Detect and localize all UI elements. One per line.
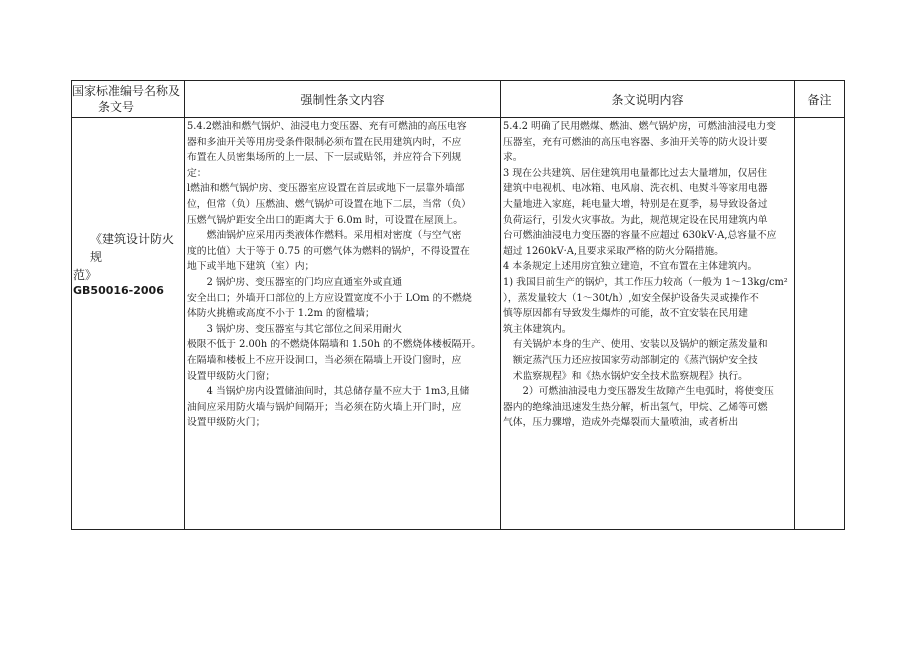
- standard-name-line: 范》: [73, 268, 98, 282]
- header-standard-number-line: 国家标准编号名称及: [72, 84, 181, 98]
- text-line: 气体，压力骤增，造成外壳爆裂而大量喷油，或者析出: [503, 417, 739, 429]
- header-explanation-content: 条文说明内容: [501, 81, 795, 118]
- text-line: 在隔墙和楼板上不应开设洞口，当必须在隔墙上开设门窗时，应: [187, 354, 462, 366]
- text-line: 术监察规程》和《热水锅炉安全技术监察规程》执行。: [503, 370, 748, 382]
- mandatory-text: [185, 118, 500, 431]
- text-line: 3 锅炉房、变压器室与其它部位之间采用耐火: [187, 323, 403, 335]
- text-line: 台可燃油油浸电力变压器的容量不应超过 630kV·A,总容量不应: [503, 230, 777, 242]
- text-line: 油间应采用防火墙与锅炉间隔开；当必须在防火墙上开门时，应: [187, 401, 462, 413]
- text-line: 慎等原因都有导致发生爆炸的可能，故不宜安装在民用建: [503, 308, 748, 320]
- text-line: 筑主体建筑内。: [503, 323, 572, 335]
- standard-name: [72, 230, 184, 284]
- explanation-content-cell: [501, 118, 795, 530]
- text-line: 5.4.2 明确了民用燃煤、燃油、燃气锅炉房，可燃油油浸电力变: [503, 121, 776, 132]
- text-line: 额定蒸汽压力还应按国家劳动部制定的《蒸汽锅炉安全技: [503, 354, 758, 366]
- text-line: 压器室，充有可燃油的高压电容器、多油开关等的防火设计要: [503, 136, 768, 148]
- text-line: 压燃气锅炉距安全出口的距离大于 6.0m 时，可设置在屋顶上。: [187, 214, 464, 226]
- text-line: 4 本条规定上述用房宜独立建造，不宜布置在主体建筑内。: [503, 261, 758, 273]
- standard-cell: [72, 118, 185, 530]
- text-line: 设置甲级防火门窗；: [187, 370, 276, 382]
- text-line: 器和多油开关等用房受条件限制必须布置在民用建筑内时，不应: [187, 136, 462, 148]
- text-line: 求。: [503, 152, 523, 164]
- text-line: 极限不低于 2.00h 的不燃烧体隔墙和 1.50h 的不燃烧体楼板隔开。: [187, 339, 482, 351]
- header-remarks: 备注: [795, 81, 845, 118]
- text-line: 建筑中电视机、电冰箱、电风扇、洗衣机、电熨斗等家用电器: [503, 183, 768, 195]
- text-line: 燃油锅炉应采用丙类液体作燃料。采用相对密度（与空气密: [187, 230, 462, 242]
- text-line: 1) 我国目前生产的锅炉，其工作压力较高（一般为 1〜13kg/cm²: [503, 276, 788, 288]
- text-line: 设置甲级防火门；: [187, 417, 266, 429]
- text-line: 2）可燃油油浸电力变压器发生故障产生电弧时，将使变压: [503, 386, 774, 398]
- text-line: l燃油和燃气锅炉房、变压器室应设置在首层或地下一层靠外墙部: [187, 183, 465, 195]
- explanation-text: [501, 118, 794, 431]
- text-line: 5.4.2燃油和燃气锅炉、油浸电力变压器、充有可燃油的高压电容: [187, 121, 467, 132]
- header-row: [72, 81, 845, 118]
- header-standard-number: [72, 81, 185, 118]
- text-line: 器内的绝缘油迅速发生热分解，析出氢气，甲烷、乙烯等可燃: [503, 401, 768, 413]
- header-standard-number-line: 条文号: [98, 100, 135, 114]
- standard-code: GB50016-2006: [73, 284, 164, 297]
- mandatory-content-cell: [185, 118, 501, 530]
- standard-name-line: 《建筑设计防火规: [90, 232, 175, 264]
- text-line: 大量地进入家庭，耗电量大增，特别是在夏季，易导致设备过: [503, 198, 768, 210]
- text-line: 位，但常（负）压燃油、燃气锅炉可设置在地下二层，当常（负）: [187, 198, 472, 210]
- text-line: 4 当锅炉房内设置储油间时，其总储存量不应大于 1m3,且储: [187, 386, 470, 398]
- header-mandatory-content: 强制性条文内容: [185, 81, 501, 118]
- text-line: 有关锅炉本身的生产、使用、安装以及锅炉的额定蒸发量和: [503, 339, 768, 351]
- text-line: ），蒸发量较大（1〜30t/h）,如安全保护设备失灵或操作不: [503, 292, 759, 304]
- table-row: [72, 118, 845, 530]
- text-line: 度的比值）大于等于 0.75 的可燃气体为燃料的锅炉，不得设置在: [187, 245, 470, 257]
- text-line: 体防火挑檐或高度不小于 1.2m 的窗槛墙；: [187, 308, 375, 320]
- remarks-cell: [795, 118, 845, 530]
- text-line: 定：: [187, 167, 207, 179]
- text-line: 2 锅炉房、变压器室的门均应直通室外或直通: [187, 276, 403, 288]
- text-line: 安全出口；外墙开口部位的上方应设置宽度不小于 LOm 的不燃烧: [187, 292, 472, 304]
- text-line: 3 现在公共建筑、居住建筑用电量都比过去大量增加，仅居住: [503, 167, 768, 179]
- text-line: 负荷运行，引发火灾事故。为此，规范规定设在民用建筑内单: [503, 214, 768, 226]
- text-line: 地下或半地下建筑（室）内；: [187, 261, 315, 273]
- text-line: 布置在人员密集场所的上一层、下一层或贴邻，并应符合下列规: [187, 152, 462, 164]
- text-line: 超过 1260kV·A,且要求采取严格的防火分隔措施。: [503, 245, 724, 257]
- standards-table: [71, 80, 845, 530]
